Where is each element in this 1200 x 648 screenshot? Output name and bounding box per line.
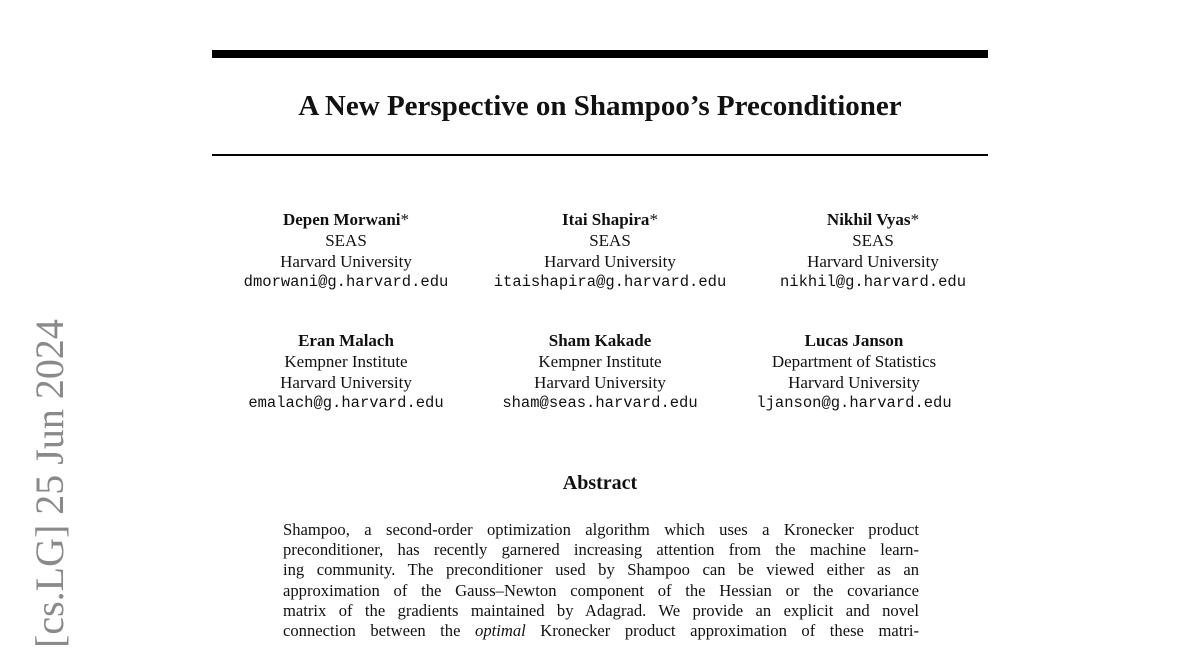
author-affiliation: Harvard University [280,252,412,271]
author-block [755,209,991,293]
author-block [460,209,760,293]
author-department: Kempner Institute [284,352,408,371]
author-block [212,209,480,293]
author-name: Depen Morwani* [282,210,410,229]
author-block [460,330,740,414]
author-affiliation: Harvard University [807,252,939,271]
equal-contribution-mark: * [910,210,920,229]
author-name: Nikhil Vyas* [826,210,920,229]
author-department: SEAS [325,231,367,250]
equal-contribution-mark: * [649,210,658,229]
abstract-text [283,520,919,641]
author-department: Department of Statistics [771,352,937,371]
abstract-line: ing community. The preconditioner used by Shampoo can be viewed either as an [283,560,919,580]
author-name: Itai Shapira* [562,210,658,229]
abstract-line-segment: Kronecker product approximation of these matri- [525,621,919,641]
abstract-line [283,621,919,641]
title-top-rule [212,50,988,58]
author-department: Kempner Institute [538,352,662,371]
author-name: Lucas Janson [804,331,904,350]
author-email[interactable]: itaishapira@g.harvard.edu [493,273,727,291]
abstract-line: Shampoo, a second-order optimization algorithm which uses a Kronecker product [283,520,919,539]
author-name: Eran Malach [298,331,394,350]
abstract-heading: Abstract [562,472,638,494]
author-affiliation: Harvard University [534,373,666,392]
abstract-line: matrix of the gradients maintained by Adagrad. We provide an explicit and novel [283,600,919,620]
arxiv-side-stamp: [cs.LG] 25 Jun 2024 [27,319,72,648]
paper-title: A New Perspective on Shampoo’s Preconditioner [298,90,902,122]
author-email[interactable]: sham@seas.harvard.edu [502,394,698,412]
equal-contribution-mark: * [400,210,410,229]
title-bottom-rule [212,154,988,156]
author-name: Sham Kakade [548,331,652,350]
author-block [740,330,968,414]
author-department: SEAS [852,231,894,250]
author-email[interactable]: emalach@g.harvard.edu [248,394,444,412]
abstract-line: approximation of the Gauss–Newton component of the Hessian or the covariance [283,580,919,600]
author-department: SEAS [589,231,631,250]
abstract-line: preconditioner, has recently garnered increasing attention from the machine learn- [283,540,919,560]
author-email[interactable]: ljanson@g.harvard.edu [756,394,952,412]
author-email[interactable]: dmorwani@g.harvard.edu [243,273,449,291]
author-affiliation: Harvard University [280,373,412,392]
author-affiliation: Harvard University [788,373,920,392]
author-email[interactable]: nikhil@g.harvard.edu [779,273,967,291]
abstract-line-segment: connection between the [283,621,476,641]
author-block [212,330,480,414]
author-affiliation: Harvard University [544,252,676,271]
abstract-emphasis: optimal [475,621,526,641]
